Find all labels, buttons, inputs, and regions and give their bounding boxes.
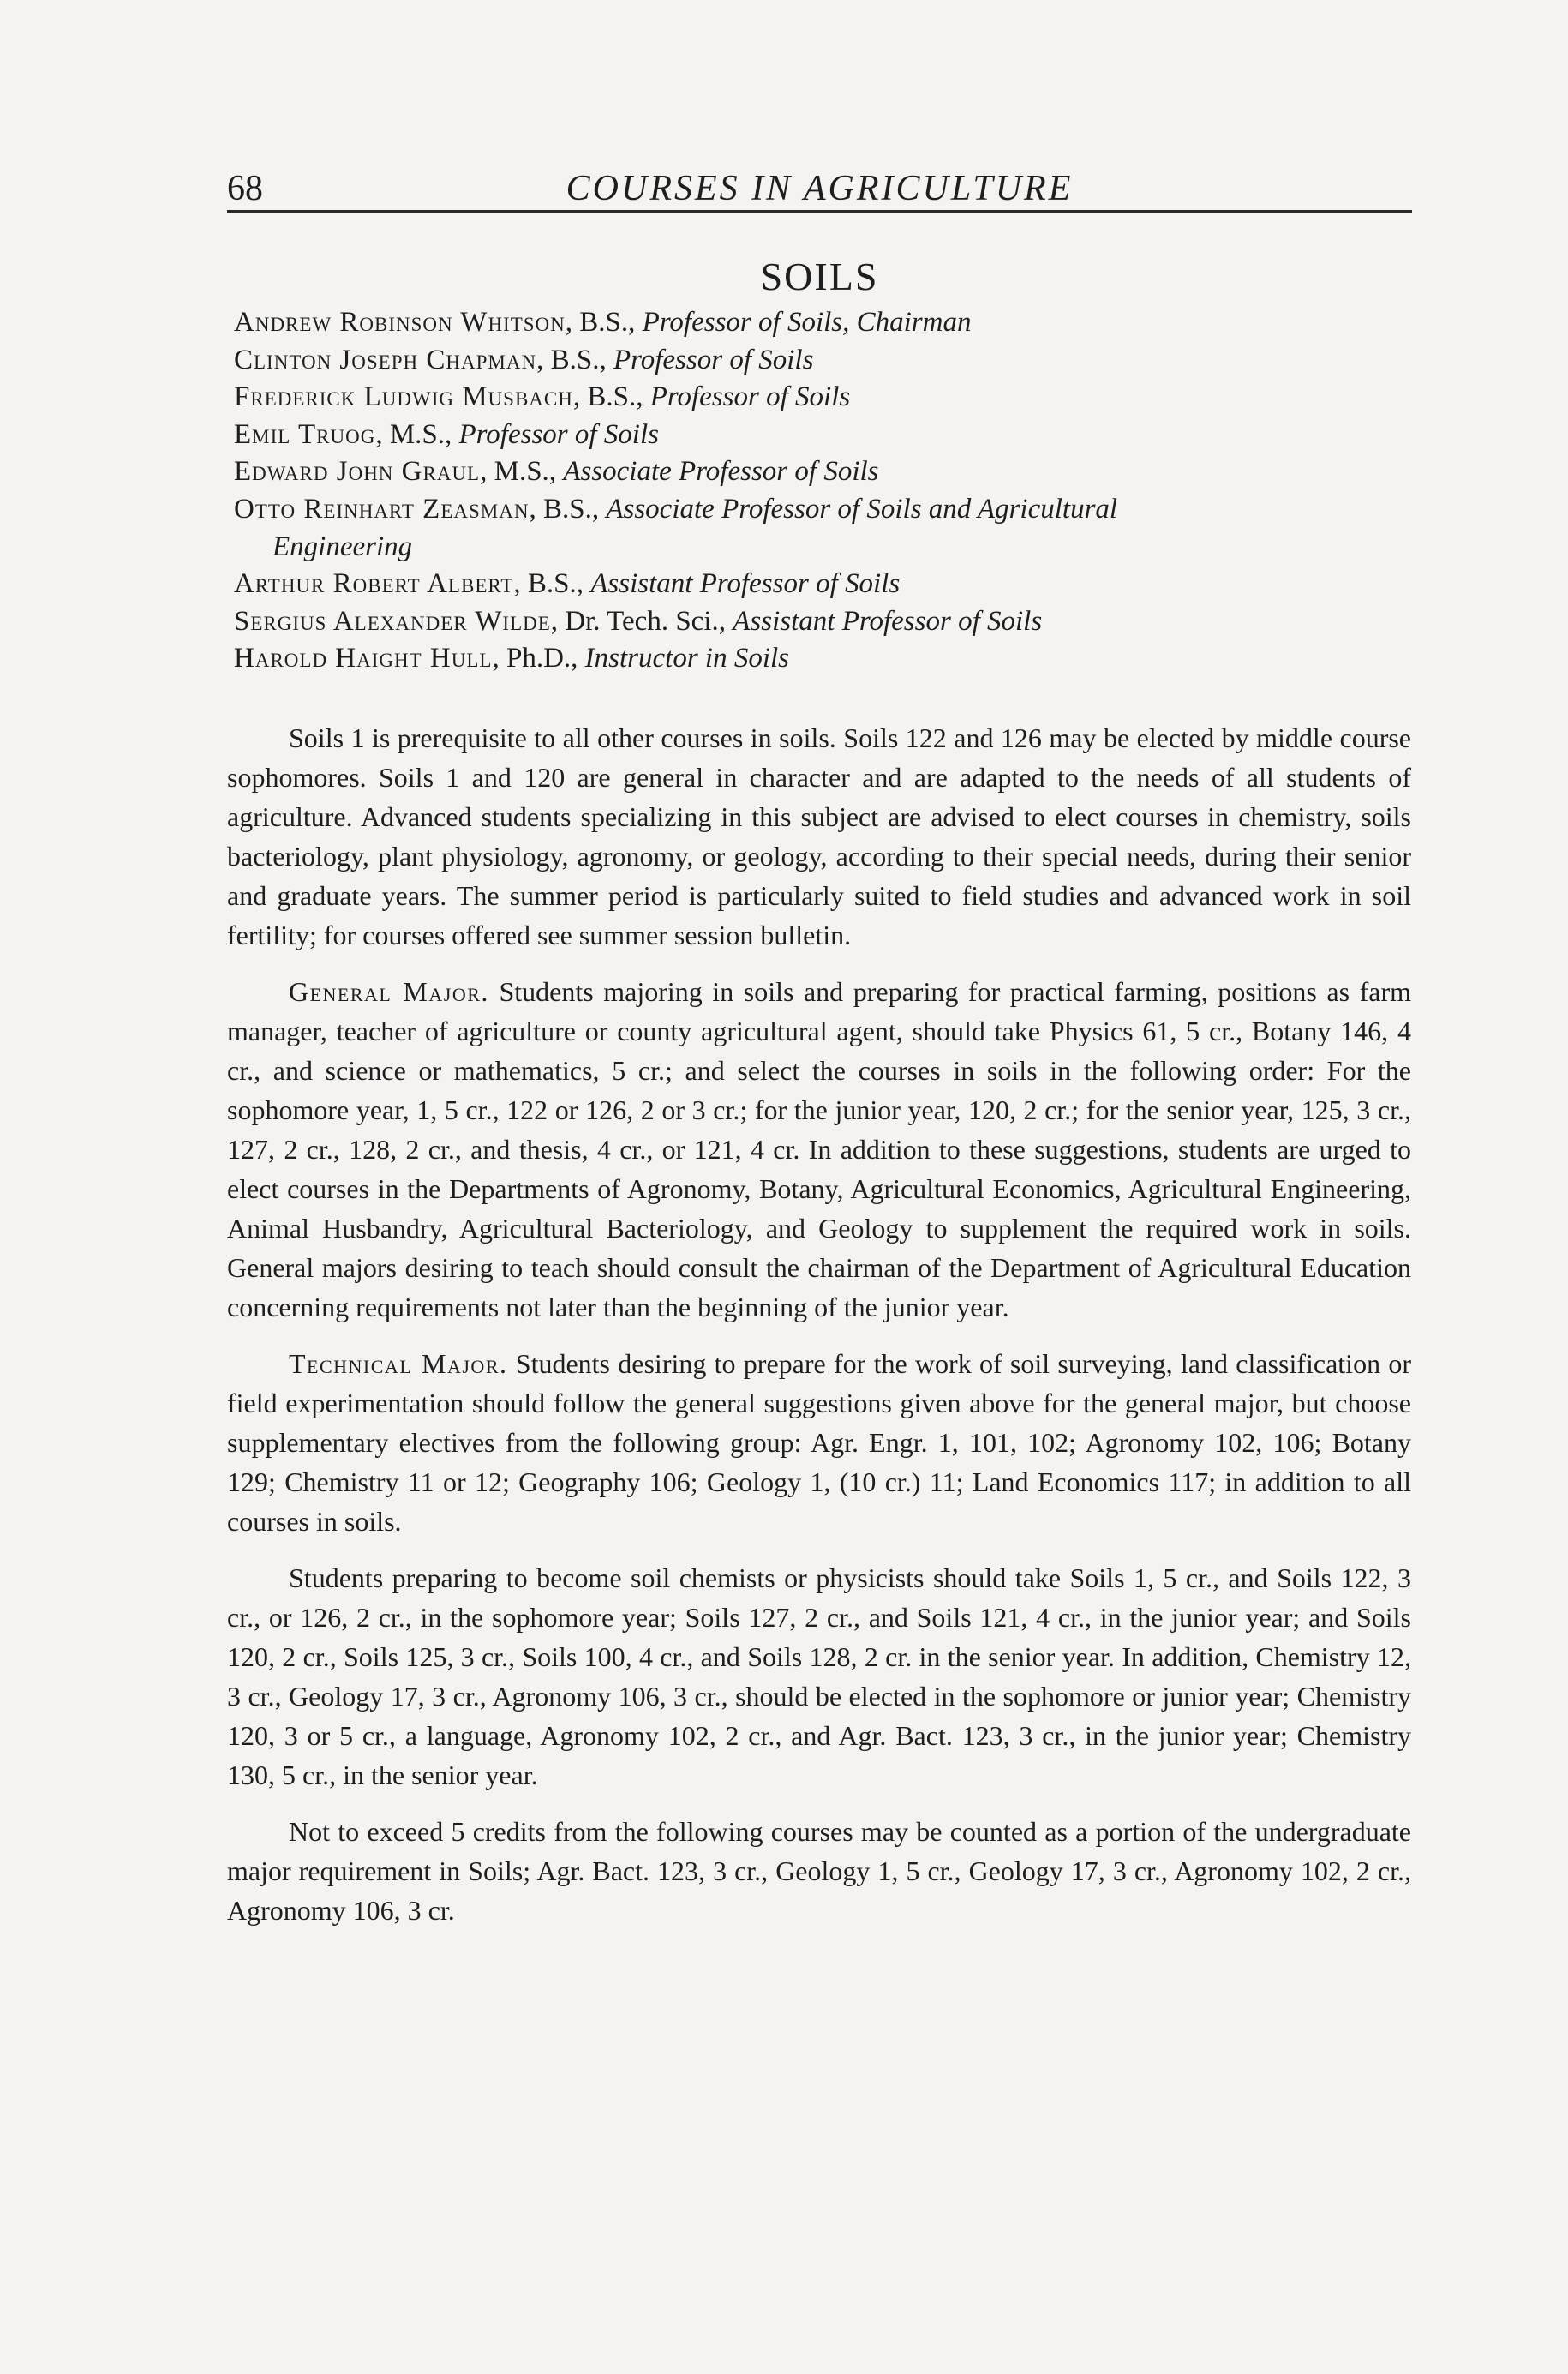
faculty-role: Professor of Soils, Chairman <box>642 307 972 338</box>
faculty-name: Edward John Graul <box>234 456 481 488</box>
faculty-entry <box>234 603 1421 641</box>
faculty-entry <box>234 417 1421 454</box>
faculty-degree: , Ph.D., <box>492 643 585 674</box>
faculty-entry <box>234 491 1421 529</box>
faculty-role: Assistant Professor of Soils <box>733 605 1043 637</box>
faculty-degree: , B.S., <box>529 493 607 525</box>
faculty-name: Andrew Robinson Whitson <box>234 307 566 338</box>
technical-major-paragraph <box>227 1344 1411 1541</box>
section-title: SOILS <box>760 255 879 298</box>
faculty-name: Emil Truog <box>234 418 376 450</box>
faculty-degree: , M.S., <box>375 418 459 450</box>
faculty-name: Otto Reinhart Zeasman <box>234 493 530 525</box>
soil-chemists-paragraph: Students preparing to become soil chemists or physicists should take Soils 1, 5 cr., and Soils 122, 3 cr., or 126, 2 cr., in the sophomore year; Soils 127, 2 cr., and Soils 121, 4 cr., in the junior year; and Soils 120, 2 cr., Soils 125, 3 cr., Soils 100, 4 cr., and Soils 128, 2 cr. in the senior year. In addition, Chemistry 12, 3 cr., Geology 17, 3 cr., Agronomy 106, 3 cr., should be elected in the sophomore or junior year; Chemistry 120, 3 or 5 cr., a language, Agronomy 102, 2 cr., and Agr. Bact. 123, 3 cr., in the junior year; Chemistry 130, 5 cr., in the senior year. <box>227 1562 1411 1790</box>
faculty-role: Professor of Soils <box>649 381 851 413</box>
faculty-entry <box>234 453 1421 491</box>
faculty-degree: , B.S., <box>572 381 650 413</box>
faculty-degree: , M.S., <box>480 456 564 488</box>
faculty-name: Arthur Robert Albert <box>234 568 514 600</box>
technical-major-heading: Technical Major. <box>289 1348 508 1379</box>
faculty-role: Professor of Soils <box>613 344 814 375</box>
intro-paragraph: Soils 1 is prerequisite to all other courses in soils. Soils 122 and 126 may be elected by middle course sophomores. Soils 1 and 120 are general in character and are adapted to the needs of all students of agriculture. Advanced students specializing in this subject are advised to elect courses in chemistry, soils bacteriology, plant physiology, agronomy, or geology, according to their special needs, during their senior and graduate years. The summer period is particularly suited to field studies and advanced work in soil fertility; for courses offered see summer session bulletin. <box>227 722 1411 950</box>
faculty-role: Professor of Soils <box>458 418 659 450</box>
faculty-name: Clinton Joseph Chapman <box>234 344 537 375</box>
technical-major-text: Students desiring to prepare for the work of soil surveying, land classification or field experimentation should follow the general suggestions given above for the general major, but choose supplementary electives from the following group: Agr. Engr. 1, 101, 102; Agronomy 102, 106; Botany 129; Chemistry 11 or 12; Geography 106; Geology 1, (10 cr.) 11; Land Economics 117; in addition to all courses in soils. <box>227 1348 1411 1537</box>
faculty-list <box>234 304 1421 678</box>
credits-paragraph: Not to exceed 5 credits from the following courses may be counted as a portion of the undergraduate major requirement in Soils; Agr. Bact. 123, 3 cr., Geology 1, 5 cr., Geology 17, 3 cr., Agronomy 102, 2 cr., Agronomy 106, 3 cr. <box>227 1816 1411 1926</box>
faculty-role: Engineering <box>272 531 413 562</box>
faculty-entry <box>234 566 1421 603</box>
general-major-heading: General Major. <box>289 976 489 1007</box>
faculty-role: Associate Professor of Soils <box>563 456 879 488</box>
page-header <box>227 167 1412 213</box>
faculty-entry <box>234 379 1421 417</box>
faculty-role: Instructor in Soils <box>584 643 790 674</box>
faculty-degree: , B.S., <box>565 307 643 338</box>
faculty-degree: , B.S., <box>536 344 613 375</box>
body-text <box>227 718 1411 1930</box>
faculty-role: Associate Professor of Soils and Agricultural <box>606 493 1118 525</box>
faculty-degree: , B.S., <box>513 568 591 600</box>
page-number: 68 <box>227 169 263 208</box>
general-major-text: Students majoring in soils and preparing for practical farming, positions as farm manager, teacher of agriculture or county agricultural agent, should take Physics 61, 5 cr., Botany 146, 4 cr., and science or mathematics, 5 cr.; and select the courses in soils in the following order: For the sophomore year, 1, 5 cr., 122 or 126, 2 or 3 cr.; for the junior year, 120, 2 cr.; for the senior year, 125, 3 cr., 127, 2 cr., 128, 2 cr., and thesis, 4 cr., or 121, 4 cr. In addition to these suggestions, students are urged to elect courses in the Departments of Agronomy, Botany, Agricultural Economics, Agricultural Engineering, Animal Husbandry, Agricultural Bacteriology, and Geology to supplement the required work in soils. General majors desiring to teach should consult the chairman of the Department of Agricultural Education concerning requirements not later than the beginning of the junior year. <box>227 976 1411 1322</box>
faculty-name: Harold Haight Hull <box>234 643 493 674</box>
faculty-name: Sergius Alexander Wilde <box>234 605 551 637</box>
general-major-paragraph <box>227 972 1411 1327</box>
running-title: COURSES IN AGRICULTURE <box>566 169 1074 208</box>
faculty-entry <box>234 304 1421 342</box>
faculty-degree: , Dr. Tech. Sci., <box>550 605 733 637</box>
faculty-entry-continuation <box>234 529 1421 567</box>
faculty-name: Frederick Ludwig Musbach <box>234 381 573 413</box>
faculty-entry <box>234 342 1421 380</box>
faculty-role: Assistant Professor of Soils <box>590 568 901 600</box>
faculty-entry <box>234 640 1421 678</box>
